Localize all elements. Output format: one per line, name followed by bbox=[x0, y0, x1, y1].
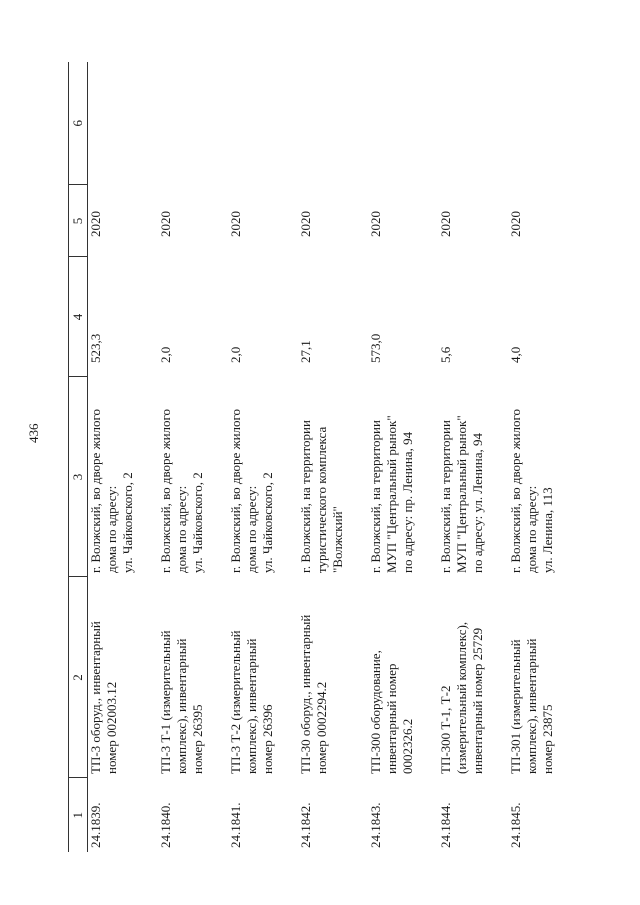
table-row bbox=[438, 62, 508, 852]
object-address-line: дома по адресу: bbox=[524, 485, 539, 573]
column-header: 4 bbox=[69, 257, 88, 377]
object-address bbox=[508, 377, 578, 577]
object-name bbox=[228, 577, 298, 778]
object-name bbox=[298, 577, 368, 778]
column-header: 3 bbox=[69, 377, 88, 577]
object-name-line: номер 002003.12 bbox=[104, 681, 119, 774]
object-name-line: номер 23875 bbox=[540, 704, 555, 774]
object-name-line: инвентарный номер bbox=[384, 663, 399, 774]
object-note bbox=[368, 62, 438, 185]
object-area: 523,3 bbox=[88, 333, 103, 363]
object-name-line: комплекс), инвентарный bbox=[244, 638, 259, 774]
object-area: 4,0 bbox=[508, 346, 523, 363]
object-address-line: ул. Чайковского, 2 bbox=[260, 472, 275, 573]
object-address-line: дома по адресу: bbox=[174, 485, 189, 573]
page-number: 436 bbox=[26, 423, 41, 443]
object-name-line: ТП-300 Т-1, Т-2 bbox=[438, 685, 453, 774]
object-note bbox=[228, 62, 298, 185]
property-table bbox=[68, 62, 578, 852]
table-row bbox=[508, 62, 578, 852]
object-area: 2,0 bbox=[158, 346, 173, 363]
object-name bbox=[508, 577, 578, 778]
column-header: 1 bbox=[69, 778, 88, 852]
row-number: 24.1845. bbox=[508, 802, 523, 848]
object-address-line: ул. Чайковского, 2 bbox=[120, 472, 135, 573]
object-address-line: г. Волжский, во дворе жилого bbox=[158, 408, 173, 573]
object-name-line: номер 26396 bbox=[260, 704, 275, 774]
row-number: 24.1843. bbox=[368, 802, 383, 848]
object-name-line: комплекс), инвентарный bbox=[524, 638, 539, 774]
object-address-line: г. Волжский, во дворе жилого bbox=[228, 408, 243, 573]
object-address-line: дома по адресу: bbox=[244, 485, 259, 573]
object-address-line: туристического комплекса bbox=[314, 426, 329, 573]
object-year: 2020 bbox=[298, 211, 313, 237]
object-address-line: по адресу: пр. Ленина, 94 bbox=[400, 431, 415, 573]
object-name-line: ТП-3 Т-1 (измерительный bbox=[158, 630, 173, 774]
column-header: 6 bbox=[69, 62, 88, 185]
object-address bbox=[158, 377, 228, 577]
object-year: 2020 bbox=[88, 211, 103, 237]
object-name-line: (измерительный комплекс), bbox=[454, 621, 469, 774]
object-year: 2020 bbox=[228, 211, 243, 237]
object-name-line: ТП-301 (измерительный bbox=[508, 639, 523, 774]
object-note bbox=[158, 62, 228, 185]
object-name-line: ТП-300 оборудование, bbox=[368, 650, 383, 774]
row-number: 24.1844. bbox=[438, 802, 453, 848]
row-number: 24.1841. bbox=[228, 802, 243, 848]
object-address bbox=[368, 377, 438, 577]
object-name bbox=[88, 577, 159, 778]
table-row bbox=[368, 62, 438, 852]
object-area: 2,0 bbox=[228, 346, 243, 363]
column-number-row bbox=[69, 62, 88, 852]
object-name bbox=[368, 577, 438, 778]
object-name bbox=[438, 577, 508, 778]
object-address-line: ул. Чайковского, 2 bbox=[190, 472, 205, 573]
column-header: 5 bbox=[69, 185, 88, 257]
object-name bbox=[158, 577, 228, 778]
object-address bbox=[228, 377, 298, 577]
object-year: 2020 bbox=[508, 211, 523, 237]
table-row bbox=[158, 62, 228, 852]
object-address-line: по адресу: ул. Ленина, 94 bbox=[470, 432, 485, 573]
object-note bbox=[438, 62, 508, 185]
object-name-line: ТП-3 Т-2 (измерительный bbox=[228, 630, 243, 774]
object-address bbox=[88, 377, 159, 577]
object-address-line: г. Волжский, во дворе жилого bbox=[88, 408, 103, 573]
object-address-line: дома по адресу: bbox=[104, 485, 119, 573]
object-name-line: инвентарный номер 25729 bbox=[470, 627, 485, 774]
object-note bbox=[298, 62, 368, 185]
object-area: 5,6 bbox=[438, 346, 453, 363]
table-row bbox=[298, 62, 368, 852]
row-number: 24.1840. bbox=[158, 802, 173, 848]
object-address-line: МУП "Центральный рынок" bbox=[384, 415, 399, 573]
object-address-line: г. Волжский, во дворе жилого bbox=[508, 408, 523, 573]
object-area: 573,0 bbox=[368, 333, 383, 363]
object-year: 2020 bbox=[368, 211, 383, 237]
object-address bbox=[438, 377, 508, 577]
object-address bbox=[298, 377, 368, 577]
object-year: 2020 bbox=[438, 211, 453, 237]
object-name-line: номер 0002294.2 bbox=[314, 681, 329, 774]
object-name-line: комплекс), инвентарный bbox=[174, 638, 189, 774]
row-number: 24.1842. bbox=[298, 802, 313, 848]
table-row bbox=[88, 62, 159, 852]
row-number: 24.1839. bbox=[88, 802, 103, 848]
object-address-line: МУП "Центральный рынок" bbox=[454, 415, 469, 573]
object-address-line: ул. Ленина, 113 bbox=[540, 487, 555, 573]
object-address-line: г. Волжский, на территории bbox=[438, 420, 453, 573]
object-name-line: ТП-30 оборуд., инвентарный bbox=[298, 614, 313, 774]
object-name-line: ТП-3 оборуд., инвентарный bbox=[88, 621, 103, 774]
object-note bbox=[88, 62, 159, 185]
object-address-line: г. Волжский, на территории bbox=[368, 420, 383, 573]
object-name-line: номер 26395 bbox=[190, 704, 205, 774]
column-header: 2 bbox=[69, 577, 88, 778]
object-address-line: г. Волжский, на территории bbox=[298, 420, 313, 573]
table-row bbox=[228, 62, 298, 852]
object-area: 27,1 bbox=[298, 340, 313, 363]
object-name-line: 0002326.2 bbox=[400, 718, 415, 774]
object-note bbox=[508, 62, 578, 185]
object-address-line: "Волжский" bbox=[330, 506, 345, 573]
object-year: 2020 bbox=[158, 211, 173, 237]
